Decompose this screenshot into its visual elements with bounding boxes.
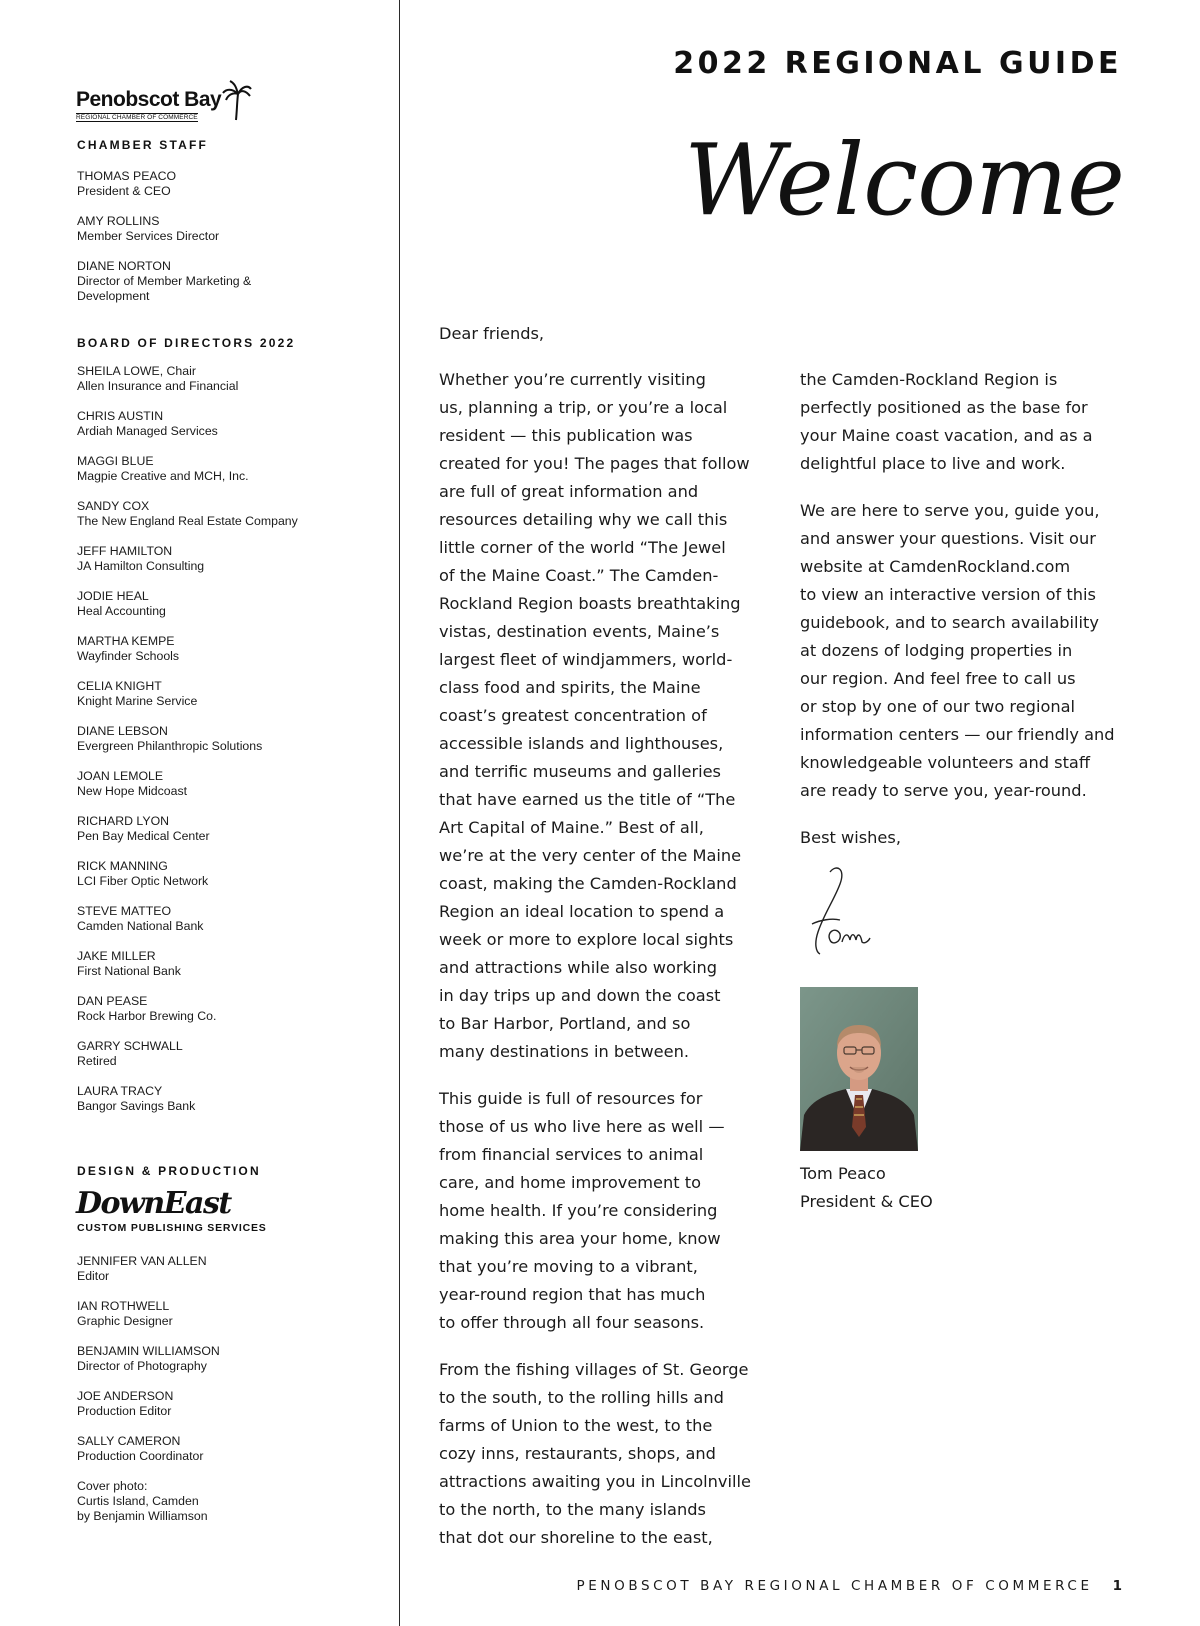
text-line: information centers — our friendly and bbox=[800, 725, 1115, 744]
column-divider bbox=[399, 0, 400, 1626]
staff-role: Director of Member Marketing & bbox=[77, 274, 252, 288]
text-line: we’re at the very center of the Maine bbox=[439, 846, 742, 865]
text-line: resources detailing why we call this bbox=[439, 510, 728, 529]
signature bbox=[806, 862, 876, 962]
board-member bbox=[77, 409, 377, 439]
text-line: Whether you’re currently visiting bbox=[439, 370, 706, 389]
logo-line2: REGIONAL CHAMBER OF COMMERCE bbox=[76, 114, 198, 121]
board-member bbox=[77, 859, 377, 889]
portrait-image bbox=[800, 987, 918, 1151]
board-heading: BOARD OF DIRECTORS 2022 bbox=[77, 336, 296, 350]
text-line: coast, making the Camden-Rockland bbox=[439, 874, 737, 893]
footer-organization: PENOBSCOT BAY REGIONAL CHAMBER OF COMMERCE bbox=[576, 1578, 1093, 1594]
text-line: perfectly positioned as the base for bbox=[800, 398, 1088, 417]
board-affiliation: LCI Fiber Optic Network bbox=[77, 874, 209, 888]
board-member bbox=[77, 634, 377, 664]
cover-credit-line: Cover photo: bbox=[77, 1479, 148, 1493]
text-line: year-round region that has much bbox=[439, 1285, 706, 1304]
text-line: and attractions while also working bbox=[439, 958, 717, 977]
production-name: IAN ROTHWELL bbox=[77, 1299, 170, 1313]
board-name: LAURA TRACY bbox=[77, 1084, 163, 1098]
board-affiliation: JA Hamilton Consulting bbox=[77, 559, 205, 573]
text-line: many destinations in between. bbox=[439, 1042, 689, 1061]
text-line: Best wishes, bbox=[800, 828, 901, 847]
text-line: largest fleet of windjammers, world- bbox=[439, 650, 733, 669]
board-member bbox=[77, 589, 377, 619]
board-member bbox=[77, 994, 377, 1024]
text-line: and answer your questions. Visit our bbox=[800, 529, 1096, 548]
text-line: cozy inns, restaurants, shops, and bbox=[439, 1444, 716, 1463]
text-line: that you’re moving to a vibrant, bbox=[439, 1257, 698, 1276]
board-affiliation: Heal Accounting bbox=[77, 604, 166, 618]
chamber-logo bbox=[76, 80, 248, 122]
board-name: MAGGI BLUE bbox=[77, 454, 154, 468]
production-role: Production Editor bbox=[77, 1404, 172, 1418]
board-name: CHRIS AUSTIN bbox=[77, 409, 164, 423]
sidebar bbox=[0, 0, 400, 1626]
text-line: to Bar Harbor, Portland, and so bbox=[439, 1014, 691, 1033]
text-line: class food and spirits, the Maine bbox=[439, 678, 701, 697]
text-line: guidebook, and to search availability bbox=[800, 613, 1099, 632]
production-role: Editor bbox=[77, 1269, 110, 1283]
staff-entry bbox=[77, 259, 377, 304]
letter-paragraph bbox=[439, 366, 771, 1066]
page-number: 1 bbox=[1112, 1578, 1122, 1594]
text-line: of the Maine Coast.” The Camden- bbox=[439, 566, 719, 585]
board-name: RICHARD LYON bbox=[77, 814, 170, 828]
board-member bbox=[77, 724, 377, 754]
board-member bbox=[77, 364, 377, 394]
text-line: us, planning a trip, or you’re a local bbox=[439, 398, 728, 417]
signer-title: President & CEO bbox=[800, 1192, 933, 1211]
letter-paragraph bbox=[439, 1356, 771, 1552]
board-affiliation: Allen Insurance and Financial bbox=[77, 379, 239, 393]
text-line: Art Capital of Maine.” Best of all, bbox=[439, 818, 704, 837]
text-line: We are here to serve you, guide you, bbox=[800, 501, 1100, 520]
text-line: to the north, to the many islands bbox=[439, 1500, 706, 1519]
production-role: Production Coordinator bbox=[77, 1449, 204, 1463]
board-name: STEVE MATTEO bbox=[77, 904, 172, 918]
board-member bbox=[77, 949, 377, 979]
board-name: MARTHA KEMPE bbox=[77, 634, 175, 648]
text-line: care, and home improvement to bbox=[439, 1173, 702, 1192]
ceo-portrait bbox=[800, 987, 918, 1151]
text-line: This guide is full of resources for bbox=[439, 1089, 703, 1108]
letter-paragraph bbox=[800, 497, 1130, 805]
text-line: website at CamdenRockland.com bbox=[800, 557, 1071, 576]
text-line: and terrific museums and galleries bbox=[439, 762, 721, 781]
text-line: week or more to explore local sights bbox=[439, 930, 734, 949]
text-line: or stop by one of our two regional bbox=[800, 697, 1076, 716]
logo-line1: Penobscot Bay bbox=[76, 88, 222, 111]
text-line: in day trips up and down the coast bbox=[439, 986, 721, 1005]
staff-role-continued: Development bbox=[77, 289, 150, 303]
letter-paragraph bbox=[800, 824, 1130, 852]
board-member bbox=[77, 1084, 377, 1114]
signer-block bbox=[800, 1160, 933, 1216]
text-line: at dozens of lodging properties in bbox=[800, 641, 1073, 660]
text-line: delightful place to live and work. bbox=[800, 454, 1066, 473]
board-name: JOAN LEMOLE bbox=[77, 769, 164, 783]
text-line: your Maine coast vacation, and as a bbox=[800, 426, 1093, 445]
board-affiliation: Wayfinder Schools bbox=[77, 649, 180, 663]
design-heading: DESIGN & PRODUCTION bbox=[77, 1164, 261, 1178]
board-member bbox=[77, 679, 377, 709]
production-entry bbox=[77, 1389, 377, 1419]
text-line: to offer through all four seasons. bbox=[439, 1313, 705, 1332]
staff-entry bbox=[77, 214, 377, 244]
text-line: Rockland Region boasts breathtaking bbox=[439, 594, 741, 613]
production-name: SALLY CAMERON bbox=[77, 1434, 181, 1448]
board-affiliation: Ardiah Managed Services bbox=[77, 424, 218, 438]
board-member bbox=[77, 1039, 377, 1069]
welcome-heading: Welcome bbox=[684, 124, 1124, 238]
board-name: GARRY SCHWALL bbox=[77, 1039, 183, 1053]
text-line: farms of Union to the west, to the bbox=[439, 1416, 713, 1435]
text-line: Region an ideal location to spend a bbox=[439, 902, 725, 921]
staff-role: President & CEO bbox=[77, 184, 171, 198]
palm-tree-icon bbox=[222, 80, 252, 122]
board-affiliation: Evergreen Philanthropic Solutions bbox=[77, 739, 263, 753]
text-line: From the fishing villages of St. George bbox=[439, 1360, 749, 1379]
salutation: Dear friends, bbox=[439, 324, 545, 343]
text-line: vistas, destination events, Maine’s bbox=[439, 622, 720, 641]
cover-credit-line: by Benjamin Williamson bbox=[77, 1509, 208, 1523]
text-line: that have earned us the title of “The bbox=[439, 790, 736, 809]
text-line: to view an interactive version of this bbox=[800, 585, 1096, 604]
letter-paragraph bbox=[439, 1085, 771, 1337]
board-affiliation: Pen Bay Medical Center bbox=[77, 829, 210, 843]
board-member bbox=[77, 544, 377, 574]
board-affiliation: New Hope Midcoast bbox=[77, 784, 188, 798]
handwritten-signature bbox=[806, 862, 876, 958]
production-entry bbox=[77, 1434, 377, 1464]
letter-paragraph bbox=[800, 366, 1130, 478]
guide-title: 2022 REGIONAL GUIDE bbox=[673, 46, 1122, 81]
text-line: the Camden-Rockland Region is bbox=[800, 370, 1058, 389]
production-name: BENJAMIN WILLIAMSON bbox=[77, 1344, 220, 1358]
board-affiliation: Rock Harbor Brewing Co. bbox=[77, 1009, 217, 1023]
board-name: JAKE MILLER bbox=[77, 949, 156, 963]
text-line: that dot our shoreline to the east, bbox=[439, 1528, 713, 1547]
production-entry bbox=[77, 1299, 377, 1329]
production-name: JENNIFER VAN ALLEN bbox=[77, 1254, 207, 1268]
board-name: SHEILA LOWE, Chair bbox=[77, 364, 196, 378]
board-member bbox=[77, 769, 377, 799]
text-line: coast’s greatest concentration of bbox=[439, 706, 707, 725]
staff-heading: CHAMBER STAFF bbox=[77, 138, 209, 152]
cover-credit bbox=[77, 1479, 377, 1524]
text-line: those of us who live here as well — bbox=[439, 1117, 725, 1136]
board-affiliation: Magpie Creative and MCH, Inc. bbox=[77, 469, 249, 483]
board-name: DAN PEASE bbox=[77, 994, 148, 1008]
staff-entry bbox=[77, 169, 377, 199]
downeast-subtitle: CUSTOM PUBLISHING SERVICES bbox=[77, 1222, 267, 1234]
board-member bbox=[77, 814, 377, 844]
text-line: making this area your home, know bbox=[439, 1229, 721, 1248]
page-footer bbox=[577, 1578, 1122, 1594]
board-affiliation: First National Bank bbox=[77, 964, 181, 978]
board-member bbox=[77, 904, 377, 934]
letter-column-1 bbox=[439, 366, 771, 1571]
text-line: little corner of the world “The Jewel bbox=[439, 538, 726, 557]
board-name: DIANE LEBSON bbox=[77, 724, 168, 738]
cover-credit-line: Curtis Island, Camden bbox=[77, 1494, 199, 1508]
production-role: Director of Photography bbox=[77, 1359, 207, 1373]
text-line: our region. And feel free to call us bbox=[800, 669, 1076, 688]
text-line: are full of great information and bbox=[439, 482, 699, 501]
signer-name: Tom Peaco bbox=[800, 1164, 886, 1183]
production-name: JOE ANDERSON bbox=[77, 1389, 174, 1403]
text-line: from financial services to animal bbox=[439, 1145, 704, 1164]
board-name: JEFF HAMILTON bbox=[77, 544, 173, 558]
board-affiliation: Bangor Savings Bank bbox=[77, 1099, 196, 1113]
text-line: to the south, to the rolling hills and bbox=[439, 1388, 724, 1407]
production-entry bbox=[77, 1344, 377, 1374]
text-line: are ready to serve you, year-round. bbox=[800, 781, 1087, 800]
text-line: home health. If you’re considering bbox=[439, 1201, 718, 1220]
staff-name: DIANE NORTON bbox=[77, 259, 171, 273]
downeast-logo: DownEast bbox=[76, 1186, 231, 1221]
board-member bbox=[77, 454, 377, 484]
board-affiliation: The New England Real Estate Company bbox=[77, 514, 298, 528]
board-affiliation: Camden National Bank bbox=[77, 919, 204, 933]
board-affiliation: Knight Marine Service bbox=[77, 694, 198, 708]
staff-name: AMY ROLLINS bbox=[77, 214, 160, 228]
text-line: accessible islands and lighthouses, bbox=[439, 734, 724, 753]
text-line: resident — this publication was bbox=[439, 426, 693, 445]
board-name: RICK MANNING bbox=[77, 859, 168, 873]
production-entry bbox=[77, 1254, 377, 1284]
text-line: knowledgeable volunteers and staff bbox=[800, 753, 1090, 772]
board-name: SANDY COX bbox=[77, 499, 150, 513]
production-role: Graphic Designer bbox=[77, 1314, 173, 1328]
board-member bbox=[77, 499, 377, 529]
board-name: JODIE HEAL bbox=[77, 589, 149, 603]
board-affiliation: Retired bbox=[77, 1054, 117, 1068]
board-name: CELIA KNIGHT bbox=[77, 679, 162, 693]
staff-role: Member Services Director bbox=[77, 229, 220, 243]
text-line: attractions awaiting you in Lincolnville bbox=[439, 1472, 751, 1491]
letter-column-2 bbox=[800, 366, 1130, 871]
text-line: created for you! The pages that follow bbox=[439, 454, 750, 473]
staff-name: THOMAS PEACO bbox=[77, 169, 177, 183]
